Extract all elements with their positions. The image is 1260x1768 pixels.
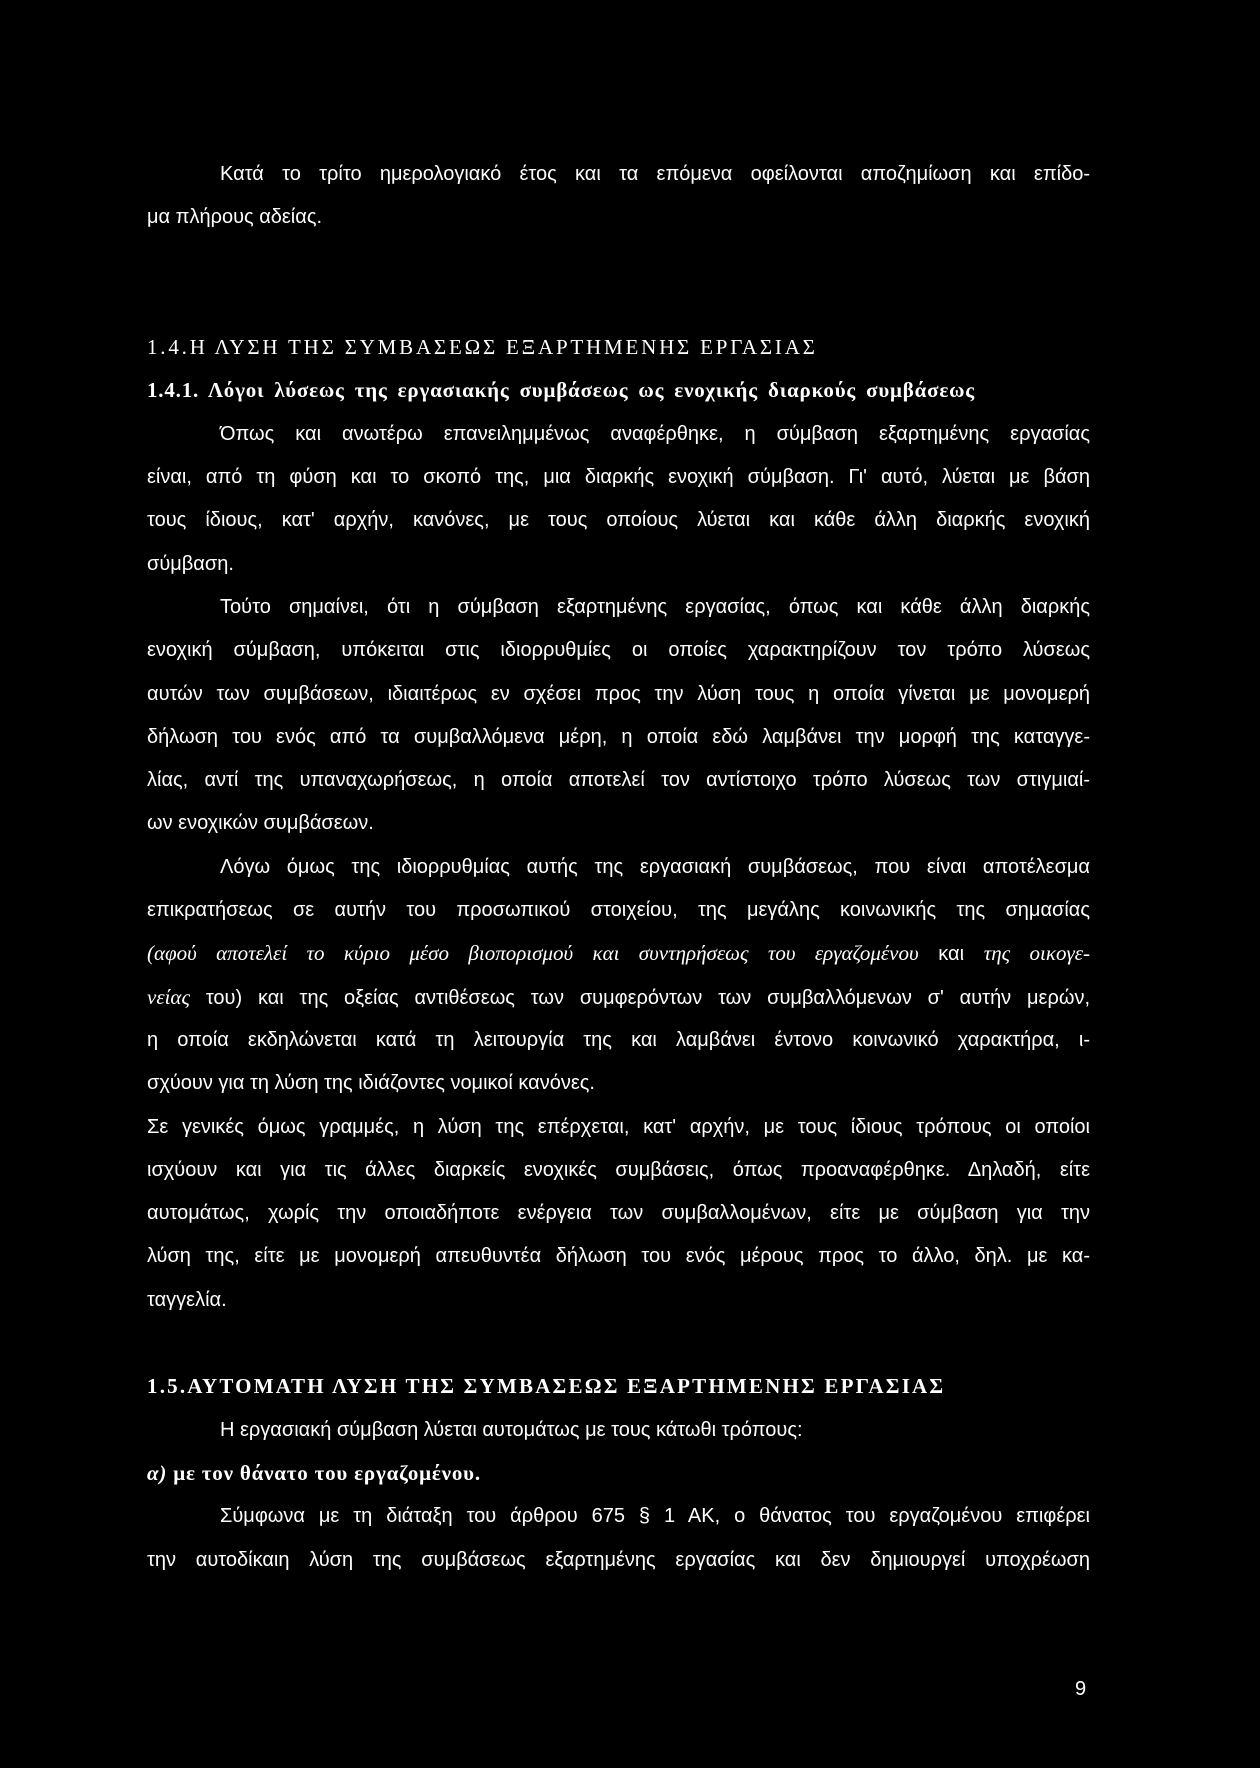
paragraph-line: Όπως και ανωτέρω επανειλημμένως αναφέρθηκε, η σύμβαση εξαρτημένης εργασίας — [220, 422, 1090, 445]
paragraph-line: ταγγελία. — [147, 1288, 227, 1311]
case-label: α) — [147, 1460, 168, 1485]
italic-text: (αφού αποτελεί το κύριο μέσο βιοπορισμού και συντηρήσεως του εργαζομένου — [147, 941, 919, 966]
case-heading — [147, 1452, 1090, 1495]
paragraph-line — [147, 932, 1090, 975]
paragraph-line: επικρατήσεως σε αυτήν του προσωπικού στοιχείου, της μεγάλης κοινωνικής της σημασίας — [147, 899, 1090, 922]
paragraph-line: αυτομάτως, χωρίς την οποιαδήποτε ενέργεια των συμβαλλομένων, είτε με σύμβαση για την — [147, 1202, 1090, 1225]
paragraph-line: ενοχική σύμβαση, υπόκειται στις ιδιορρυθμίες οι οποίες χαρακτηρίζουν τον τρόπο λύσεως — [147, 639, 1090, 662]
paragraph-line: η οποία εκδηλώνεται κατά τη λειτουργία της και λαμβάνει έντονο κοινωνικό χαρακτήρα, ι- — [147, 1028, 1090, 1051]
paragraph-line: Σε γενικές όμως γραμμές, η λύση της επέρχεται, κατ' αρχήν, με τους ίδιους τρόπους οι οποίοι — [147, 1115, 1090, 1138]
paragraph-line: σχύουν για τη λύση της ιδιάζοντες νομικοί κανόνες. — [147, 1072, 595, 1095]
intro-line: Κατά το τρίτο ημερολογιακό έτος και τα επόμενα οφείλονται αποζημίωση και επίδο- — [220, 163, 1090, 185]
plain-text: και — [938, 943, 965, 966]
paragraph-line: λίας, αντί της υπαναχωρήσεως, η οποία αποτελεί τον αντίστοιχο τρόπο λύσεως των στιγμιαί- — [147, 769, 1090, 792]
plain-text: του) και της οξείας αντιθέσεως των συμφερόντων των συμβαλλόμενων σ' αυτήν μερών, — [205, 986, 1090, 1009]
paragraph-line: Τούτο σημαίνει, ότι η σύμβαση εξαρτημένης εργασίας, όπως και κάθε άλλη διαρκής — [220, 595, 1090, 618]
case-title: με τον θάνατο του εργαζομένου. — [173, 1460, 481, 1485]
paragraph-line: την αυτοδίκαιη λύση της συμβάσεως εξαρτημένης εργασίας και δεν δημιουργεί υποχρέωση — [147, 1548, 1090, 1571]
paragraph-line: σύμβαση. — [147, 552, 234, 575]
paragraph-line: Η εργασιακή σύμβαση λύεται αυτομάτως με τους κάτωθι τρόπους: — [220, 1418, 803, 1441]
paragraph-line: τους ίδιους, κατ' αρχήν, κανόνες, με τους οποίους λύεται και κάθε άλλη διαρκής ενοχική — [147, 509, 1090, 532]
section-heading: 1.5.ΑΥΤΟΜΑΤΗ ΛΥΣΗ ΤΗΣ ΣΥΜΒΑΣΕΩΣ ΕΞΑΡΤΗΜΕΝΗΣ ΕΡΓΑΣΙΑΣ — [147, 1374, 946, 1399]
italic-text: της οικογε- — [983, 941, 1090, 966]
intro-line: μα πλήρους αδείας. — [147, 206, 323, 229]
page-body — [147, 153, 1090, 1582]
italic-text: νείας — [147, 984, 190, 1009]
paragraph-line: αυτών των συμβάσεων, ιδιαιτέρως εν σχέσει προς την λύση τους η οποία γίνεται με μονομερή — [147, 682, 1090, 705]
page-number: 9 — [1075, 1678, 1087, 1700]
paragraph-line: ισχύουν και για τις άλλες διαρκείς ενοχικές συμβάσεις, όπως προαναφέρθηκε. Δηλαδή, είτε — [147, 1158, 1090, 1181]
paragraph-line: Σύμφωνα με τη διάταξη του άρθρου 675 § 1 ΑΚ, ο θάνατος του εργαζομένου επιφέρει — [220, 1505, 1090, 1528]
paragraph-line: ων ενοχικών συμβάσεων. — [147, 812, 374, 835]
subsection-heading: 1.4.1. Λόγοι λύσεως της εργασιακής συμβάσεως ως ενοχικής διαρκούς συμβάσεως — [147, 378, 975, 403]
paragraph-line: είναι, από τη φύση και το σκοπό της, μια διαρκής ενοχική σύμβαση. Γι' αυτό, λύεται με βάση — [147, 466, 1090, 489]
paragraph-line: Λόγω όμως της ιδιορρυθμίας αυτής της εργασιακή συμβάσεως, που είναι αποτέλεσμα — [220, 855, 1090, 878]
spacer — [147, 283, 1090, 326]
section-heading: 1.4.Η ΛΥΣΗ ΤΗΣ ΣΥΜΒΑΣΕΩΣ ΕΞΑΡΤΗΜΕΝΗΣ ΕΡΓΑΣΙΑΣ — [147, 335, 818, 360]
paragraph-line — [147, 976, 1090, 1019]
paragraph-line: δήλωση του ενός από τα συμβαλλόμενα μέρη, η οποία εδώ λαμβάνει την μορφή της καταγγε- — [147, 725, 1090, 748]
spacer — [147, 240, 1090, 283]
spacer — [147, 1322, 1090, 1365]
paragraph-line: λύση της, είτε με μονομερή απευθυντέα δήλωση του ενός μέρους προς το άλλο, δηλ. με κα- — [147, 1245, 1090, 1268]
